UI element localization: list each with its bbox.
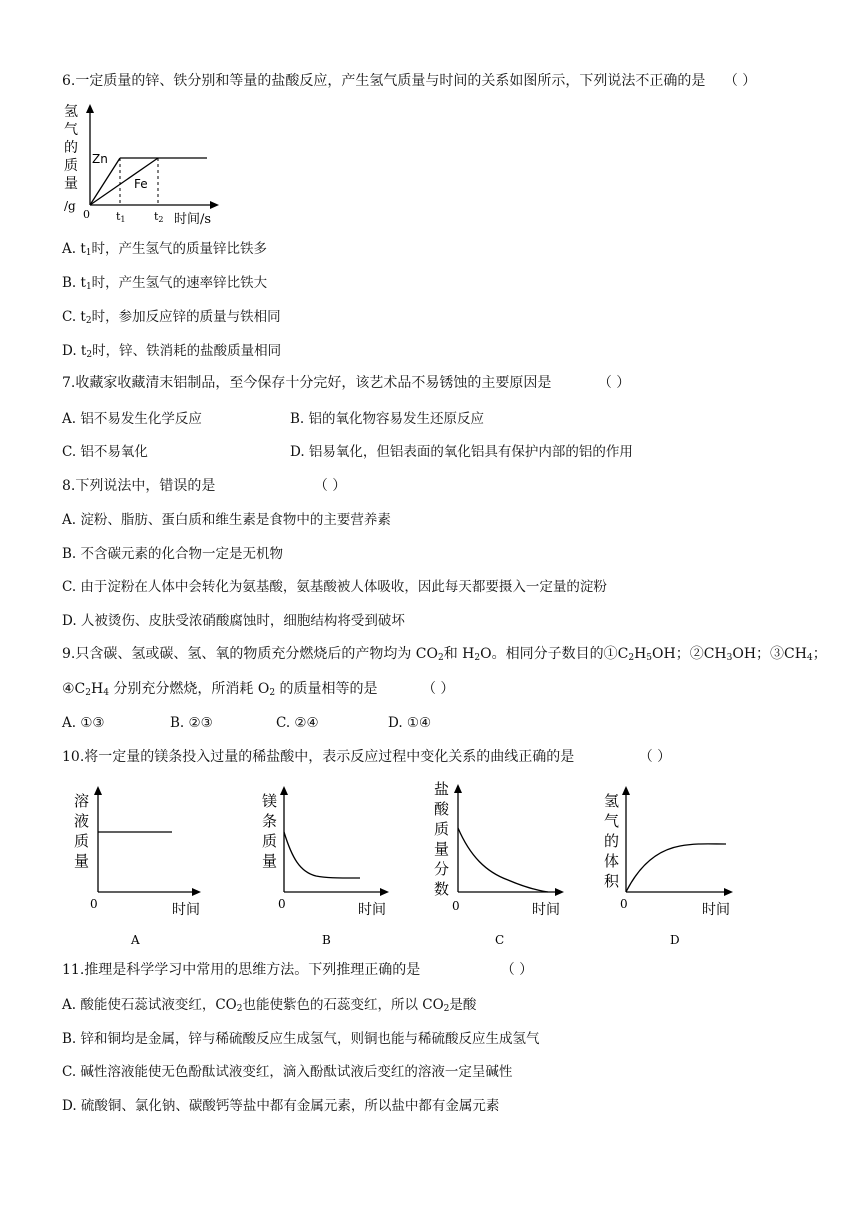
q9-line1-run-8: OH；②CH xyxy=(652,646,727,662)
q6-option-b[interactable]: B. $t_1$时，产生氢气的速率锌比铁大 xyxy=(62,275,268,292)
q10d-ylabel-0: 氢 xyxy=(604,792,620,810)
q10c-ylabel-2: 质 xyxy=(434,820,450,838)
q9-line2-run-2: H xyxy=(91,681,104,697)
q11-answer-bracket: （ ） xyxy=(500,962,534,978)
q10b-letter: B xyxy=(322,933,331,947)
q11-option-a[interactable] xyxy=(62,996,476,1018)
q11a-run-3: 2 xyxy=(443,1004,450,1014)
q6-stem xyxy=(62,72,756,90)
q10-graph-d[interactable] xyxy=(600,780,750,950)
q10d-xlabel: 时间 xyxy=(702,902,730,918)
q7-option-d[interactable]: D. 铝易氧化，但铝表面的氧化铝具有保护内部的铝的作用 xyxy=(290,444,633,460)
q10-graph-a[interactable] xyxy=(68,780,218,950)
q10b-origin: 0 xyxy=(278,897,286,911)
q10a-letter: A xyxy=(131,933,140,947)
q9-line1-run-10: OH；③CH xyxy=(732,646,807,662)
q10b-ylabel-2: 质 xyxy=(262,832,278,850)
q6-legend-zn: Zn xyxy=(92,152,108,166)
q10d-ylabel-1: 气 xyxy=(604,812,620,830)
q10d-letter: D xyxy=(670,933,680,947)
q9-line2-run-1: 2 xyxy=(85,688,91,698)
q9-line2-run-5: 2 xyxy=(269,688,276,698)
q9-option-b[interactable]: B. ②③ xyxy=(170,715,213,731)
q9-answer-bracket: （ ） xyxy=(421,681,455,697)
q10b-ylabel-1: 条 xyxy=(262,812,278,830)
q6-chart-ylabel-0: 氢 xyxy=(64,104,78,120)
q9-line1-run-4: O。相同分子数目的①C xyxy=(480,646,629,662)
q11a-run-0: A. 酸能使石蕊试液变红，CO xyxy=(62,997,237,1013)
q11-option-c[interactable]: C. 碱性溶液能使无色酚酞试液变红，滴入酚酞试液后变红的溶液一定呈碱性 xyxy=(62,1064,513,1080)
q7-option-b[interactable]: B. 铝的氧化物容易发生还原反应 xyxy=(290,411,485,427)
q6-t2-label: t2 xyxy=(154,210,164,224)
q10c-origin: 0 xyxy=(452,899,460,913)
q10c-ylabel-0: 盐 xyxy=(434,780,450,798)
q7-option-c[interactable]: C. 铝不易氧化 xyxy=(62,444,148,460)
q10d-origin: 0 xyxy=(620,897,628,911)
q8-answer-bracket: （ ） xyxy=(313,478,347,494)
q6-answer-bracket: （ ） xyxy=(723,73,757,89)
q9-line1-run-5: 2 xyxy=(628,653,635,663)
q6-stem-text: 6.一定质量的锌、铁分别和等量的盐酸反应，产生氢气质量与时间的关系如图所示，下列说法不正确的是 xyxy=(62,73,706,89)
q10c-ylabel-5: 数 xyxy=(434,880,450,898)
q6-xlabel: 时间/s xyxy=(174,212,212,227)
q10a-origin: 0 xyxy=(90,897,98,911)
q10c-ylabel-1: 酸 xyxy=(434,800,450,818)
q10a-ylabel-3: 量 xyxy=(74,852,90,870)
q8-option-d[interactable]: D. 人被烫伤、皮肤受浓硝酸腐蚀时，细胞结构将受到破坏 xyxy=(62,613,405,629)
q10-graph-c[interactable] xyxy=(428,776,578,950)
q6-option-c[interactable]: C. $t_2$时，参加反应锌的质量与铁相同 xyxy=(62,309,281,326)
q6-option-a[interactable]: A. $t_1$时，产生氢气的质量锌比铁多 xyxy=(62,241,267,258)
q9-line1-run-2: 和 H xyxy=(443,646,475,662)
q7-stem: 7.收藏家收藏清末铝制品，至今保存十分完好，该艺术品不易锈蚀的主要原因是 （ ） xyxy=(62,375,631,391)
q7-option-a[interactable]: A. 铝不易发生化学反应 xyxy=(62,411,202,427)
q10c-ylabel-3: 量 xyxy=(434,840,450,858)
q9-line1-run-11: 4 xyxy=(806,653,813,663)
q10-graph-b[interactable] xyxy=(256,780,406,950)
q10a-ylabel-2: 质 xyxy=(74,832,90,850)
q6-chart-ylabel-unit: /g xyxy=(64,199,76,213)
q10d-curve xyxy=(626,844,726,892)
q6-chart-ylabel-4: 量 xyxy=(64,176,78,192)
q11-option-d[interactable]: D. 硫酸铜、氯化钠、碳酸钙等盐中都有金属元素，所以盐中都有金属元素 xyxy=(62,1098,500,1114)
q10b-ylabel-3: 量 xyxy=(262,852,278,870)
q6-t1-label: t1 xyxy=(116,210,126,224)
q6-chart-ylabel-2: 的 xyxy=(64,140,78,156)
q9-line2-run-0: ④C xyxy=(62,681,86,697)
q9-line1-run-12: ； xyxy=(812,646,827,662)
q11a-run-4: 是酸 xyxy=(449,997,477,1013)
q9-line2-run-3: 4 xyxy=(103,688,109,698)
q10c-letter: C xyxy=(495,933,505,947)
q9-line2-run-6: 的质量相等的是 xyxy=(275,681,378,697)
q6-chart-ylabel-1: 气 xyxy=(64,122,78,138)
q10d-ylabel-2: 的 xyxy=(604,832,620,850)
q9-line1-run-7: 5 xyxy=(646,653,653,663)
q8-stem: 8.下列说法中，错误的是 （ ） xyxy=(62,478,347,494)
q10d-ylabel-4: 积 xyxy=(604,872,620,890)
q10b-xlabel: 时间 xyxy=(358,902,386,918)
q11-stem: 11.推理是科学学习中常用的思维方法。下列推理正确的是 （ ） xyxy=(62,962,534,978)
q9-option-d[interactable]: D. ①④ xyxy=(388,715,432,731)
q8-option-b[interactable]: B. 不含碳元素的化合物一定是无机物 xyxy=(62,546,284,562)
q6-option-d[interactable]: D. $t_2$时，锌、铁消耗的盐酸质量相同 xyxy=(62,343,282,360)
q8-option-c[interactable]: C. 由于淀粉在人体中会转化为氨基酸，氨基酸被人体吸收，因此每天都要摄入一定量的淀粉 xyxy=(62,579,607,595)
q9-line1-run-1: 2 xyxy=(438,653,444,663)
q6-legend-fe: Fe xyxy=(134,177,148,191)
q9-option-a[interactable]: A. ①③ xyxy=(62,715,105,731)
q10d-ylabel-3: 体 xyxy=(604,852,620,870)
q11a-run-1: 2 xyxy=(236,1004,243,1014)
q9-option-c[interactable]: C. ②④ xyxy=(276,715,319,731)
q10b-curve xyxy=(284,832,360,878)
q11a-run-2: 也能使紫色的石蕊变红，所以 CO xyxy=(242,997,444,1013)
q9-stem-line2 xyxy=(62,680,454,702)
q9-line1-run-3: 2 xyxy=(474,653,481,663)
q10b-ylabel-0: 镁 xyxy=(262,792,278,810)
q9-line1-run-0: 9.只含碳、氢或碳、氢、氧的物质充分燃烧后的产物均为 CO xyxy=(62,646,438,662)
q10-stem: 10.将一定量的镁条投入过量的稀盐酸中，表示反应过程中变化关系的曲线正确的是 （ ） xyxy=(62,749,672,765)
q6-chart xyxy=(62,100,232,230)
q9-line2-run-4: 分别充分燃烧，所消耗 O xyxy=(108,681,270,697)
q8-option-a[interactable]: A. 淀粉、脂肪、蛋白质和维生素是食物中的主要营养素 xyxy=(62,512,391,528)
q10a-ylabel-1: 液 xyxy=(74,812,90,830)
q10c-curve xyxy=(458,828,548,892)
q10c-ylabel-4: 分 xyxy=(434,860,450,878)
q10a-xlabel: 时间 xyxy=(172,902,200,918)
q9-line1-run-9: 3 xyxy=(726,653,733,663)
q7-answer-bracket: （ ） xyxy=(597,375,631,391)
q6-chart-origin: 0 xyxy=(83,208,90,221)
q10a-ylabel-0: 溶 xyxy=(74,792,90,810)
q11-option-b[interactable]: B. 锌和铜均是金属，锌与稀硫酸反应生成氢气，则铜也能与稀硫酸反应生成氢气 xyxy=(62,1031,540,1047)
q10c-xlabel: 时间 xyxy=(532,902,560,918)
q6-chart-ylabel-3: 质 xyxy=(64,158,78,174)
q10-answer-bracket: （ ） xyxy=(638,749,672,765)
q9-line1-run-6: H xyxy=(634,646,647,662)
q9-stem-line1 xyxy=(62,645,827,667)
